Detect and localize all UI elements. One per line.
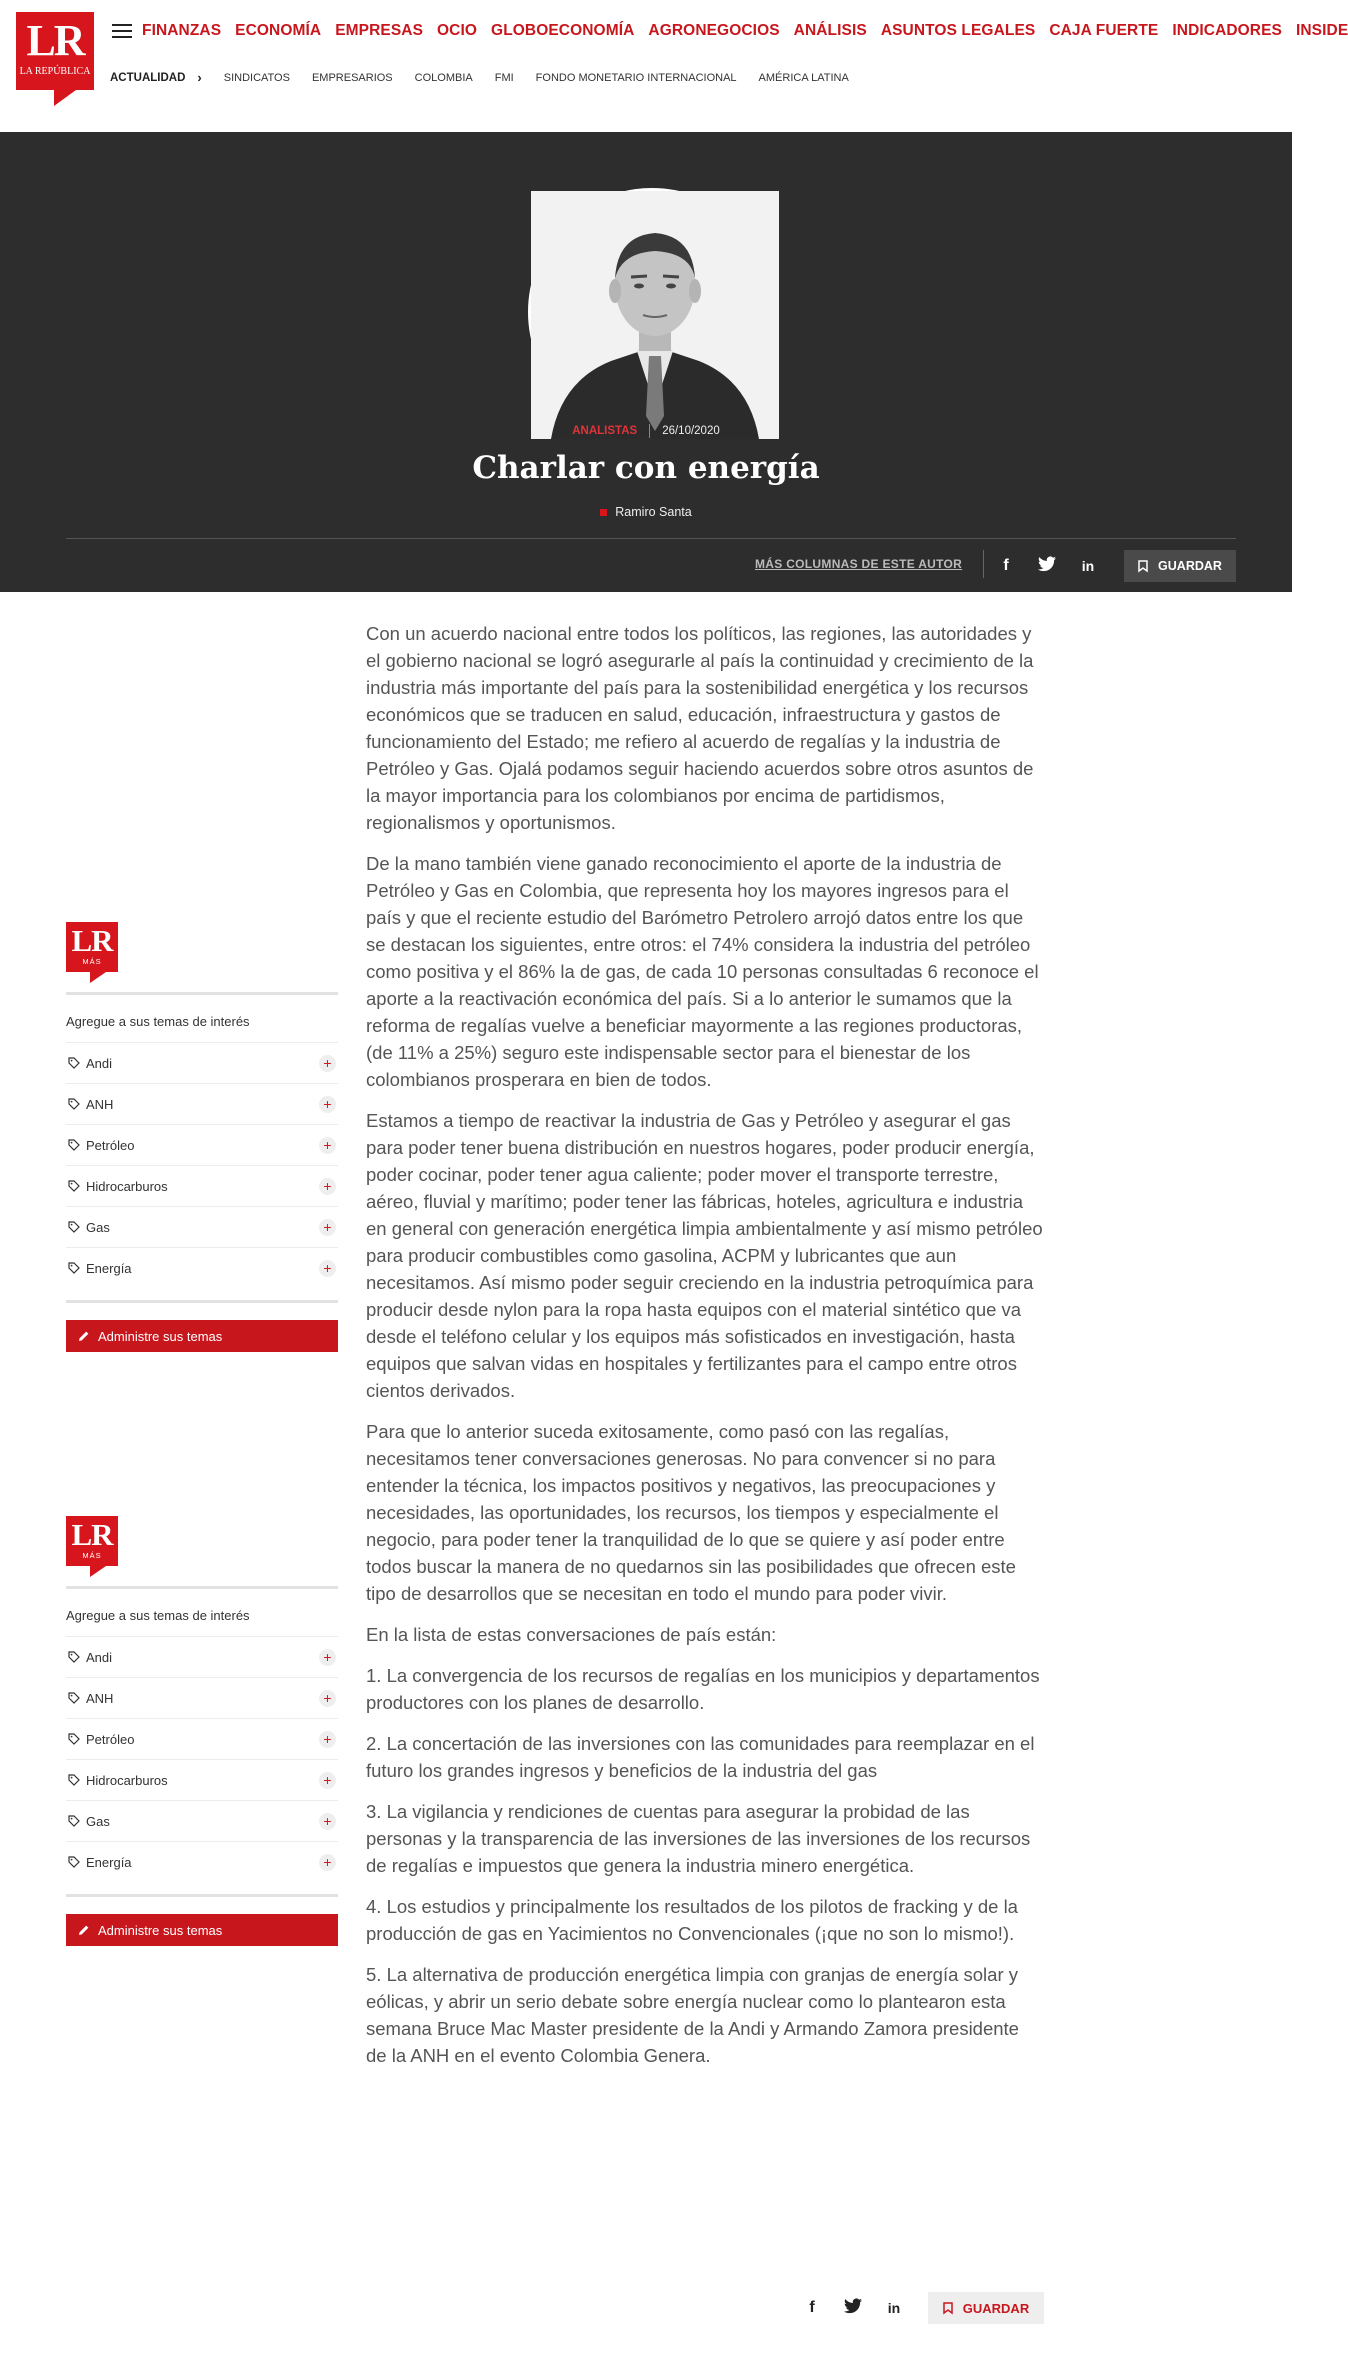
meta-divider — [649, 424, 650, 438]
facebook-icon[interactable]: f — [809, 2299, 815, 2316]
logo-subtext: LA REPÚBLICA — [19, 66, 91, 77]
add-topic-icon[interactable]: + — [319, 1096, 336, 1113]
pencil-icon — [78, 1330, 90, 1342]
lr-mas-logo — [66, 922, 118, 984]
nav-item-inside[interactable]: INSIDE — [1295, 22, 1348, 39]
tag-icon — [68, 1815, 80, 1827]
tag-icon — [68, 1651, 80, 1663]
nav-item-caja-fuerte[interactable]: CAJA FUERTE — [1049, 22, 1159, 39]
tag-icon — [68, 1774, 80, 1786]
article-paragraph: Para que lo anterior suceda exitosamente, como pasó con las regalías, necesitamos tener conversaciones generosas. No para convencer si no para entender la técnica, los impactos positivos y negativos, las preocupaciones y necesidades, las oportunidades, los recursos, los tiempos y especialmente el negocio, para poder tener la tranquilidad de lo que se quiere y así poder entre todos buscar la manera de no quedarnos sin las posibilidades que ofrecen este tipo de desarrollos que se necesitan en todo el mundo para poder vivir. — [366, 1421, 1016, 1604]
article-paragraph: 5. La alternativa de producción energética limpia con granjas de energía solar y eólicas, y abrir un serio debate sobre energía nuclear como lo plantearon esta semana Bruce Mac Master presidente de la Andi y Armando Zamora presidente de la ANH en el evento Colombia Genera. — [366, 1964, 1019, 2066]
add-topic-icon[interactable]: + — [319, 1219, 336, 1236]
article-paragraph: 2. La concertación de las inversiones con las comunidades para reemplazar en el futuro los grandes ingresos y beneficios de la industria del gas — [366, 1733, 1035, 1781]
manage-topics-label: Administre sus temas — [98, 1328, 223, 1344]
nav-item-analisis[interactable]: ANÁLISIS — [793, 22, 867, 39]
hero-vertical-divider — [983, 550, 984, 578]
add-topic-icon[interactable]: + — [319, 1137, 336, 1154]
tag-icon — [68, 1180, 80, 1192]
widget-divider — [66, 992, 338, 995]
add-topic-icon[interactable]: + — [319, 1260, 336, 1277]
tag-icon — [68, 1692, 80, 1704]
tag-icon — [68, 1262, 80, 1274]
nav-item-finanzas[interactable]: FINANZAS — [142, 22, 222, 39]
twitter-icon[interactable] — [1037, 556, 1057, 576]
widget-logo-text: LR — [71, 923, 113, 958]
add-topic-icon[interactable]: + — [319, 1813, 336, 1830]
topic-label: Andi — [86, 1055, 113, 1071]
bookmark-icon — [943, 2302, 953, 2314]
author-name: Ramiro Santa — [615, 505, 692, 519]
subnav-item-america-latina[interactable]: AMÉRICA LATINA — [758, 71, 849, 84]
widget-heading: Agregue a sus temas de interés — [66, 1014, 250, 1029]
topic-item[interactable] — [66, 1800, 338, 1841]
topic-label: Petróleo — [86, 1137, 135, 1153]
sub-nav — [110, 70, 849, 85]
add-topic-icon[interactable]: + — [319, 1055, 336, 1072]
topics-widget — [66, 922, 338, 1362]
topic-item[interactable] — [66, 1677, 338, 1718]
add-topic-icon[interactable]: + — [319, 1178, 336, 1195]
widget-heading: Agregue a sus temas de interés — [66, 1608, 250, 1623]
add-topic-icon[interactable]: + — [319, 1690, 336, 1707]
topic-item[interactable] — [66, 1636, 338, 1677]
nav-item-indicadores[interactable]: INDICADORES — [1172, 22, 1282, 39]
article-paragraph: De la mano también viene ganado reconocimiento el aporte de la industria de Petróleo y Gas en Colombia, que representa hoy los mayores ingresos para el país y que el reciente estudio del Barómetro Petrolero arrojó datos entre los que se destacan los siguientes, entre otros: el 74% considera la industria del petróleo como positiva y el 86% la de gas, de cada 10 personas consultadas 6 reconoce el aporte a la reactivación económica del país. Si a lo anterior le sumamos que la reforma de regalías vuelve a beneficiar mayormente a las regiones productoras, (de 11% a 25%) seguro este indispensable sector para el bienestar de los colombianos prosperara en bien de todos. — [366, 853, 1039, 1090]
author-photo — [528, 188, 776, 436]
topic-item[interactable] — [66, 1841, 338, 1882]
lr-mas-logo — [66, 1516, 118, 1578]
topic-item[interactable] — [66, 1718, 338, 1759]
linkedin-icon[interactable]: in — [1081, 558, 1095, 574]
nav-item-globoeconomia[interactable]: GLOBOECONOMÍA — [491, 22, 635, 39]
widget-divider — [66, 1300, 338, 1303]
article-paragraph: 3. La vigilancia y rendiciones de cuentas para asegurar la probidad de las personas y la transparencia de las inversiones de las inversiones de los recursos de regalías e impuestos que genera la industria minero energética. — [366, 1801, 1031, 1876]
article-title: Charlar con energía — [472, 450, 820, 486]
topic-label: Energía — [86, 1260, 132, 1276]
site-header — [0, 0, 1348, 132]
save-button-top[interactable] — [1124, 550, 1236, 582]
site-logo[interactable] — [16, 12, 94, 106]
article-meta — [0, 424, 1292, 438]
manage-topics-button[interactable] — [66, 1320, 338, 1352]
tag-icon — [68, 1856, 80, 1868]
widget-logo-subtext: MÁS — [82, 957, 102, 966]
subnav-item-sindicatos[interactable]: SINDICATOS — [223, 71, 290, 84]
logo-tail — [54, 90, 76, 106]
more-columns-link[interactable]: MÁS COLUMNAS DE ESTE AUTOR — [755, 557, 963, 571]
logo-text: LR — [26, 16, 84, 65]
nav-item-agronegocios[interactable]: AGRONEGOCIOS — [648, 22, 780, 39]
nav-item-ocio[interactable]: OCIO — [437, 22, 478, 39]
widget-divider — [66, 1586, 338, 1589]
tag-icon — [68, 1221, 80, 1233]
article-category[interactable]: ANALISTAS — [572, 425, 638, 437]
topic-item[interactable] — [66, 1083, 338, 1124]
author-marker-icon — [600, 509, 607, 516]
nav-item-empresas[interactable]: EMPRESAS — [335, 22, 424, 39]
subnav-item-fondo-monetario[interactable]: FONDO MONETARIO INTERNACIONAL — [535, 71, 737, 84]
topic-item[interactable] — [66, 1165, 338, 1206]
save-button-bottom[interactable] — [928, 2292, 1044, 2324]
topics-list — [66, 1042, 338, 1288]
article-author[interactable] — [0, 505, 1292, 519]
add-topic-icon[interactable]: + — [319, 1772, 336, 1789]
topic-label: Hidrocarburos — [86, 1178, 168, 1194]
tag-icon — [68, 1733, 80, 1745]
topic-label: ANH — [86, 1690, 114, 1706]
widget-logo-subtext: MÁS — [82, 1551, 102, 1560]
menu-icon[interactable] — [112, 24, 134, 40]
topic-item[interactable] — [66, 1759, 338, 1800]
article-paragraph: 4. Los estudios y principalmente los resultados de los pilotos de fracking y de la producción de gas en Yacimientos no Convencionales (¡que no son lo mismo!). — [366, 1896, 1018, 1944]
add-topic-icon[interactable]: + — [319, 1854, 336, 1871]
facebook-icon[interactable]: f — [1003, 557, 1009, 574]
subnav-current[interactable] — [110, 70, 202, 85]
article-paragraph: Estamos a tiempo de reactivar la industria de Gas y Petróleo y asegurar el gas para poder tener buena distribución en nuestros hogares, poder producir energía, poder cocinar, poder tener agua caliente; poder mover el transporte terrestre, aéreo, fluvial y marítimo; poder tener las fábricas, hoteles, agricultura e industria en general con generación energética limpia ambientalmente y así mismo petróleo para producir combustibles como gasolina, ACPM y lubricantes que aun necesitamos. Así mismo poder seguir creciendo en la industria petroquímica para producir desde nylon para la ropa hasta equipos con el material sintético que va desde el teléfono celular y los equipos más sofisticados en investigación, hasta equipos que salvan vidas en hospitales y fertilizantes para el campo entre otros cientos derivados. — [366, 1110, 1043, 1401]
tag-icon — [68, 1098, 80, 1110]
subnav-item-colombia[interactable]: COLOMBIA — [414, 71, 473, 84]
tag-icon — [68, 1057, 80, 1069]
topic-item[interactable] — [66, 1247, 338, 1288]
manage-topics-label: Administre sus temas — [98, 1922, 223, 1938]
main-nav — [142, 22, 1348, 44]
chevron-right-icon: › — [197, 70, 202, 85]
subnav-item-fmi[interactable]: FMI — [494, 71, 514, 84]
topics-widget — [66, 1516, 338, 1956]
tag-icon — [68, 1139, 80, 1151]
save-label: GUARDAR — [1158, 559, 1222, 573]
nav-item-economia[interactable]: ECONOMÍA — [235, 22, 322, 39]
topic-item[interactable] — [66, 1124, 338, 1165]
linkedin-icon[interactable]: in — [887, 2300, 901, 2316]
save-label: GUARDAR — [962, 2300, 1030, 2316]
article-paragraph: En la lista de estas conversaciones de país están: — [366, 1624, 777, 1645]
subnav-current-label: ACTUALIDAD — [110, 71, 186, 84]
topic-label: Andi — [86, 1649, 113, 1665]
article-hero — [0, 132, 1292, 592]
pencil-icon — [78, 1924, 90, 1936]
topic-item[interactable] — [66, 1042, 338, 1083]
topic-label: Gas — [86, 1813, 110, 1829]
nav-item-asuntos-legales[interactable]: ASUNTOS LEGALES — [880, 22, 1036, 39]
author-portrait-icon — [531, 191, 779, 439]
manage-topics-button[interactable] — [66, 1914, 338, 1946]
subnav-item-empresarios[interactable]: EMPRESARIOS — [311, 71, 393, 84]
article-paragraph: 1. La convergencia de los recursos de regalías en los municipios y departamentos productores con los planes de desarrollo. — [366, 1665, 1040, 1713]
bookmark-icon — [1138, 560, 1148, 572]
topic-label: Hidrocarburos — [86, 1772, 168, 1788]
hero-divider — [66, 538, 1236, 539]
topics-list — [66, 1636, 338, 1882]
add-topic-icon[interactable]: + — [319, 1731, 336, 1748]
topic-label: Petróleo — [86, 1731, 135, 1747]
article-date: 26/10/2020 — [662, 425, 720, 437]
twitter-icon[interactable] — [843, 2298, 863, 2318]
topic-label: Energía — [86, 1854, 132, 1870]
article-paragraph: Con un acuerdo nacional entre todos los políticos, las regiones, las autoridades y el gobierno nacional se logró asegurarle al país la continuidad y crecimiento de la industria más importante del país para la sostenibilidad energética y los recursos económicos que se traducen en salud, educación, infraestructura y gastos de funcionamiento del Estado; me refiero al acuerdo de regalías y la industria de Petróleo y Gas. Ojalá podamos seguir haciendo acuerdos sobre otros asuntos de la mayor importancia para los colombianos por encima de partidismos, regionalismos y oportunismos. — [366, 623, 1034, 833]
topic-item[interactable] — [66, 1206, 338, 1247]
topic-label: ANH — [86, 1096, 114, 1112]
widget-divider — [66, 1894, 338, 1897]
article-body — [366, 620, 1044, 2083]
add-topic-icon[interactable]: + — [319, 1649, 336, 1666]
widget-logo-text: LR — [71, 1517, 113, 1552]
topic-label: Gas — [86, 1219, 110, 1235]
